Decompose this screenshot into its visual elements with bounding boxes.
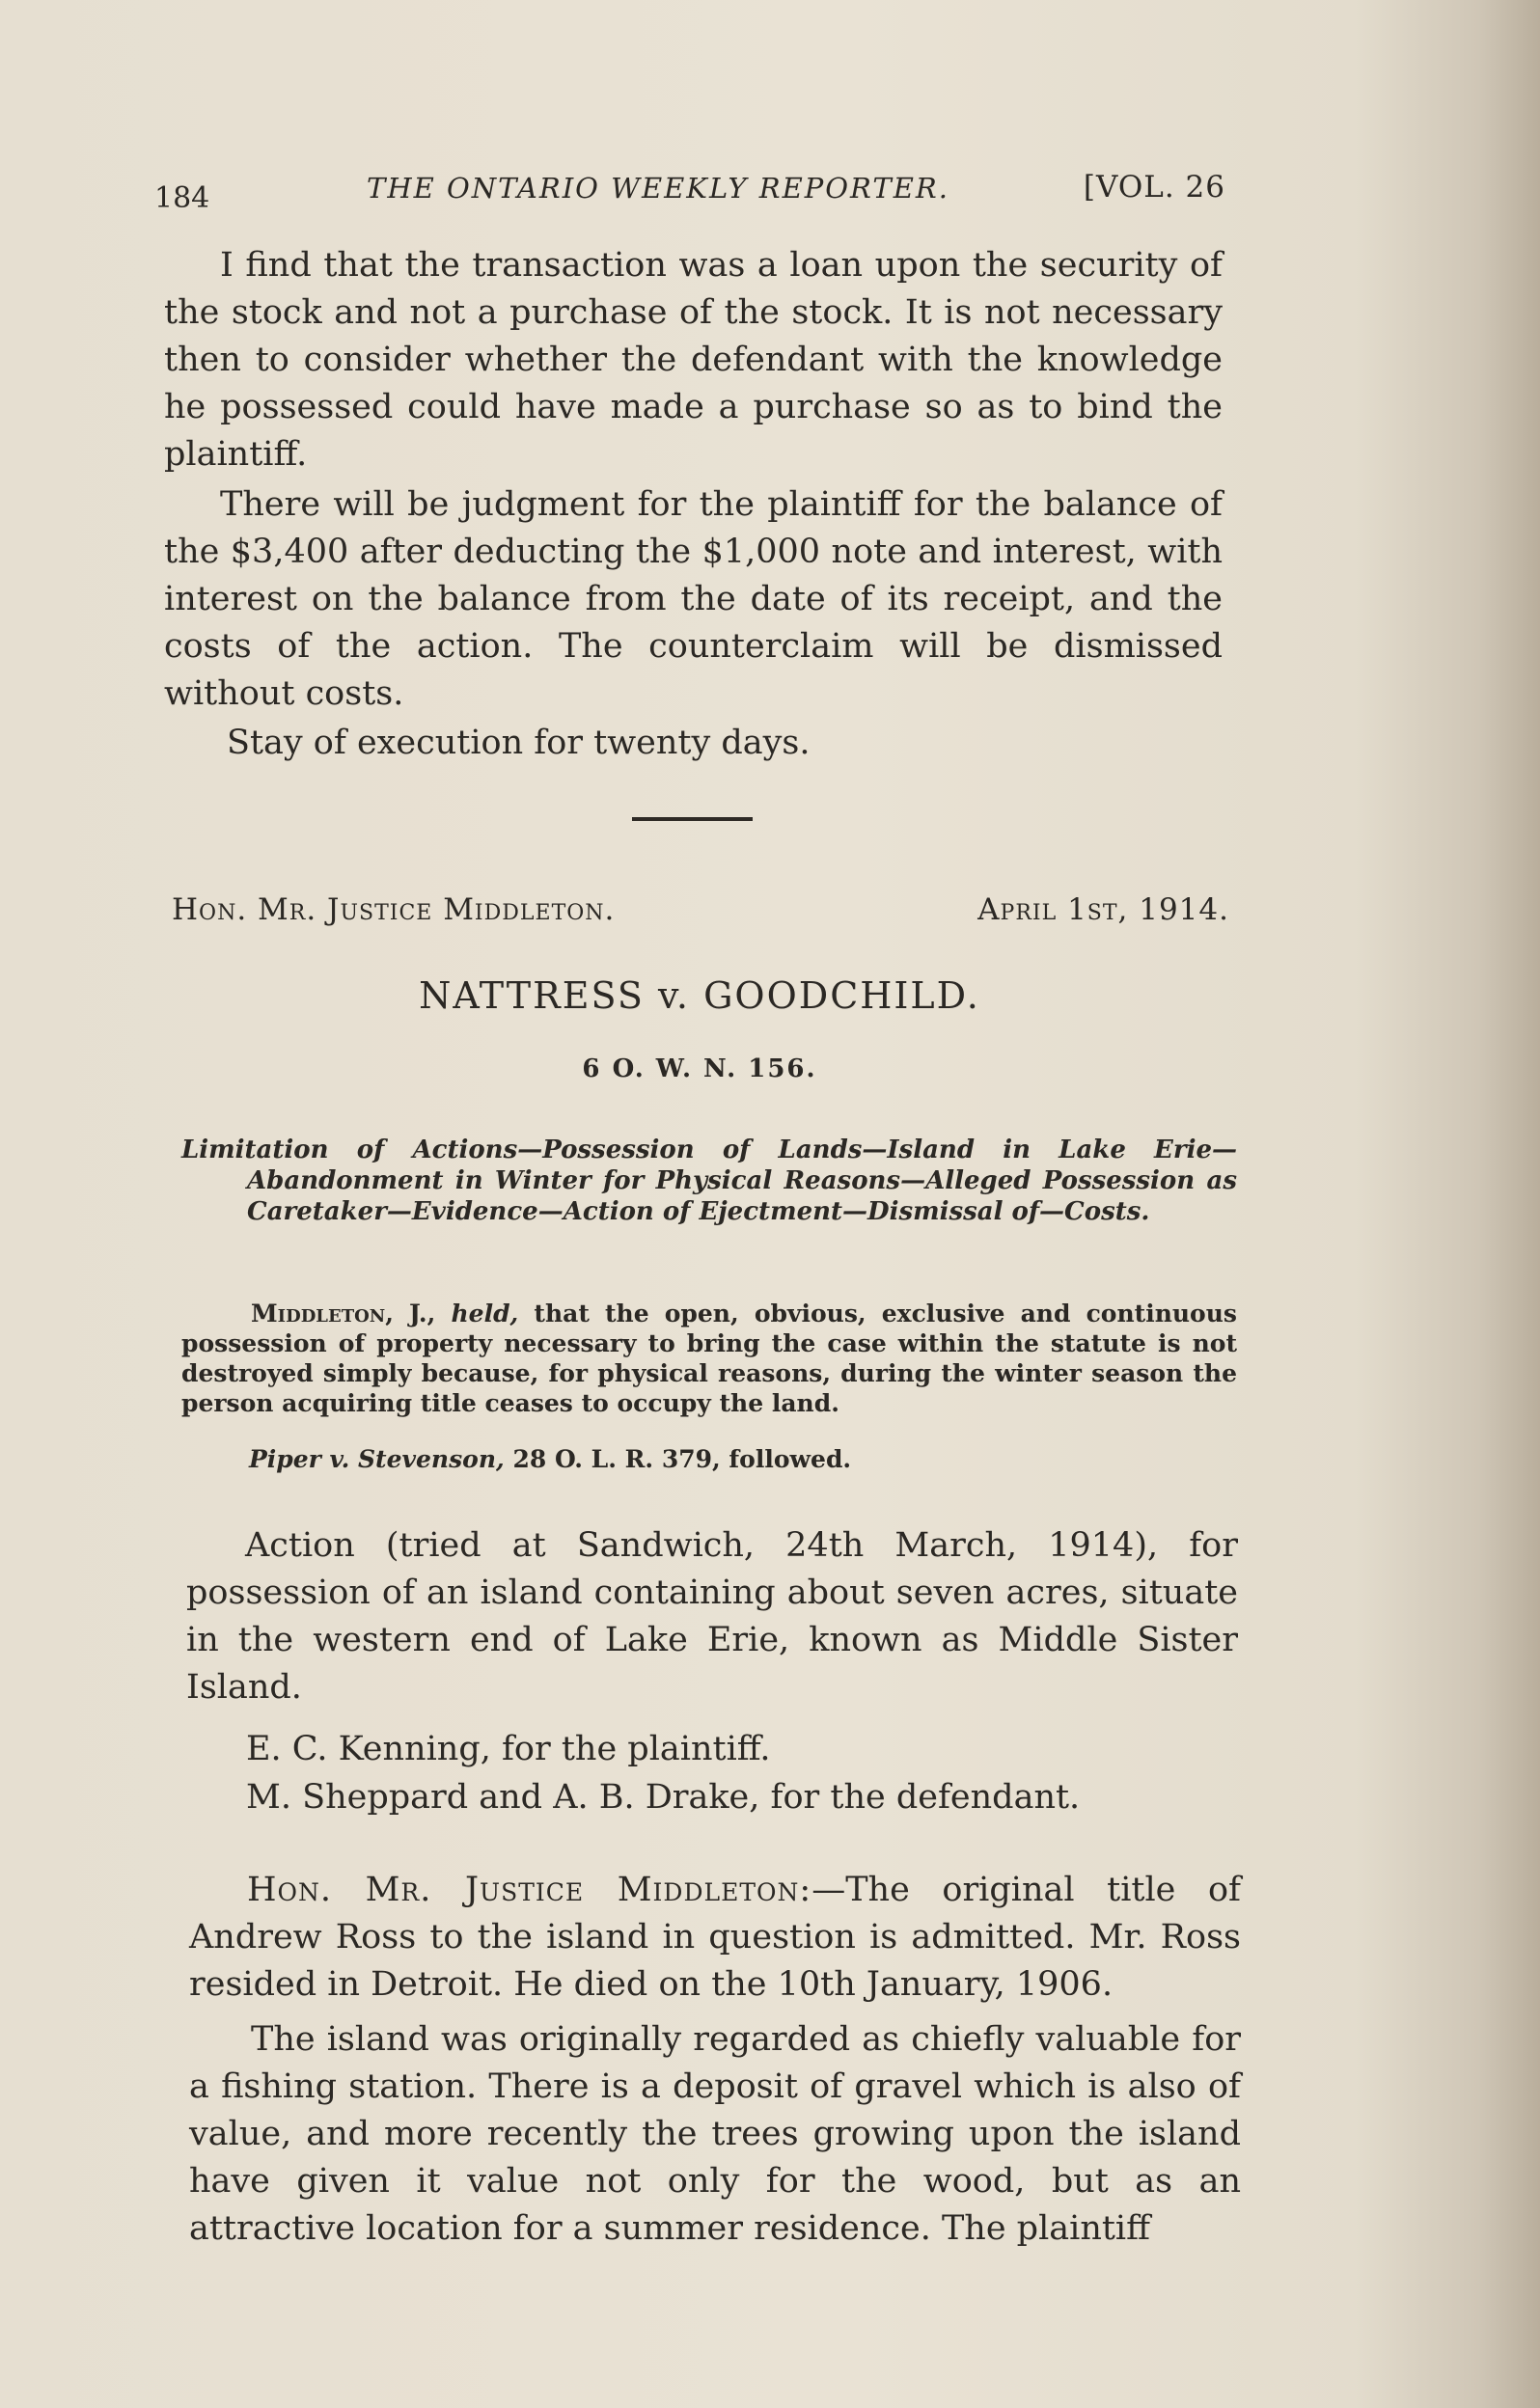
decision-date: April 1st, 1914. — [977, 892, 1229, 927]
judgment-opening-text: —The original title of Andrew Ross to the island in question is admitted. Mr. Ross resided in Detroit. He died on the 10th January, 1906. — [189, 1871, 1241, 2004]
section-divider — [632, 817, 753, 821]
counsel-plaintiff: E. C. Kenning, for the plaintiff. — [246, 1730, 771, 1768]
followed-citation — [249, 1445, 1214, 1473]
headnote-held — [181, 1299, 1237, 1418]
page-number: 184 — [154, 181, 210, 215]
judgment-speaker: Hon. Mr. Justice Middleton: — [247, 1871, 812, 1909]
paragraph-judgment-opening — [189, 1867, 1241, 2009]
page-header — [154, 164, 1225, 215]
held-word: held, — [451, 1300, 519, 1327]
followed-rest: 28 O. L. R. 379, followed. — [512, 1445, 852, 1473]
held-text: that the open, obvious, exclusive and continuous possession of property necessary to bring the case within the statute is not destroyed simply because, for physical reasons, during the winter season the person acquiring title ceases to occupy the land. — [181, 1300, 1237, 1417]
case-judge-line — [172, 892, 1229, 927]
followed-case-name: Piper v. Stevenson, — [249, 1445, 505, 1473]
volume-label: [VOL. 26 — [1083, 170, 1225, 205]
paragraph-loan-finding: I find that the transaction was a loan upon the security of the stock and not a purchase of the stock. It is not necessary then to consider whether the defendant with the knowledge he possessed could have made a purchase so as to bind the plaintiff. — [164, 246, 1223, 474]
case-citation: 6 O. W. N. 156. — [582, 1054, 817, 1083]
case-title: NATTRESS v. GOODCHILD. — [419, 974, 980, 1017]
paragraph-stay: Stay of execution for twenty days. — [227, 724, 811, 762]
held-judge-name: Middleton, J., — [251, 1300, 436, 1327]
judge-name: Hon. Mr. Justice Middleton. — [172, 892, 616, 927]
running-title: THE ONTARIO WEEKLY REPORTER. — [367, 172, 949, 205]
paragraph-island-description: The island was originally regarded as chiefly valuable for a fishing station. There is a deposit of gravel which is also of value, and more recently the trees growing upon the island have given it value not only for the wood, but as an attractive location for a summer residence. The plaintiff — [189, 2020, 1241, 2248]
paragraph-action: Action (tried at Sandwich, 24th March, 1914), for possession of an island containing about seven acres, situate in the western end of Lake Erie, known as Middle Sister Island. — [186, 1526, 1238, 1707]
paragraph-judgment: There will be judgment for the plaintiff for the balance of the $3,400 after deducting the $1,000 note and interest, with interest on the balance from the date of its receipt, and the costs of the action. The counterclaim will be dismissed without costs. — [164, 485, 1223, 713]
headnote-catchwords: Limitation of Actions—Possession of Lands—Island in Lake Erie—Abandonment in Winter for Physical Reasons—Alleged Possession as Caretaker—Evidence—Action of Ejectment—Dismissal of—Costs. — [181, 1136, 1237, 1226]
counsel-defendant: M. Sheppard and A. B. Drake, for the defendant. — [246, 1778, 1081, 1817]
